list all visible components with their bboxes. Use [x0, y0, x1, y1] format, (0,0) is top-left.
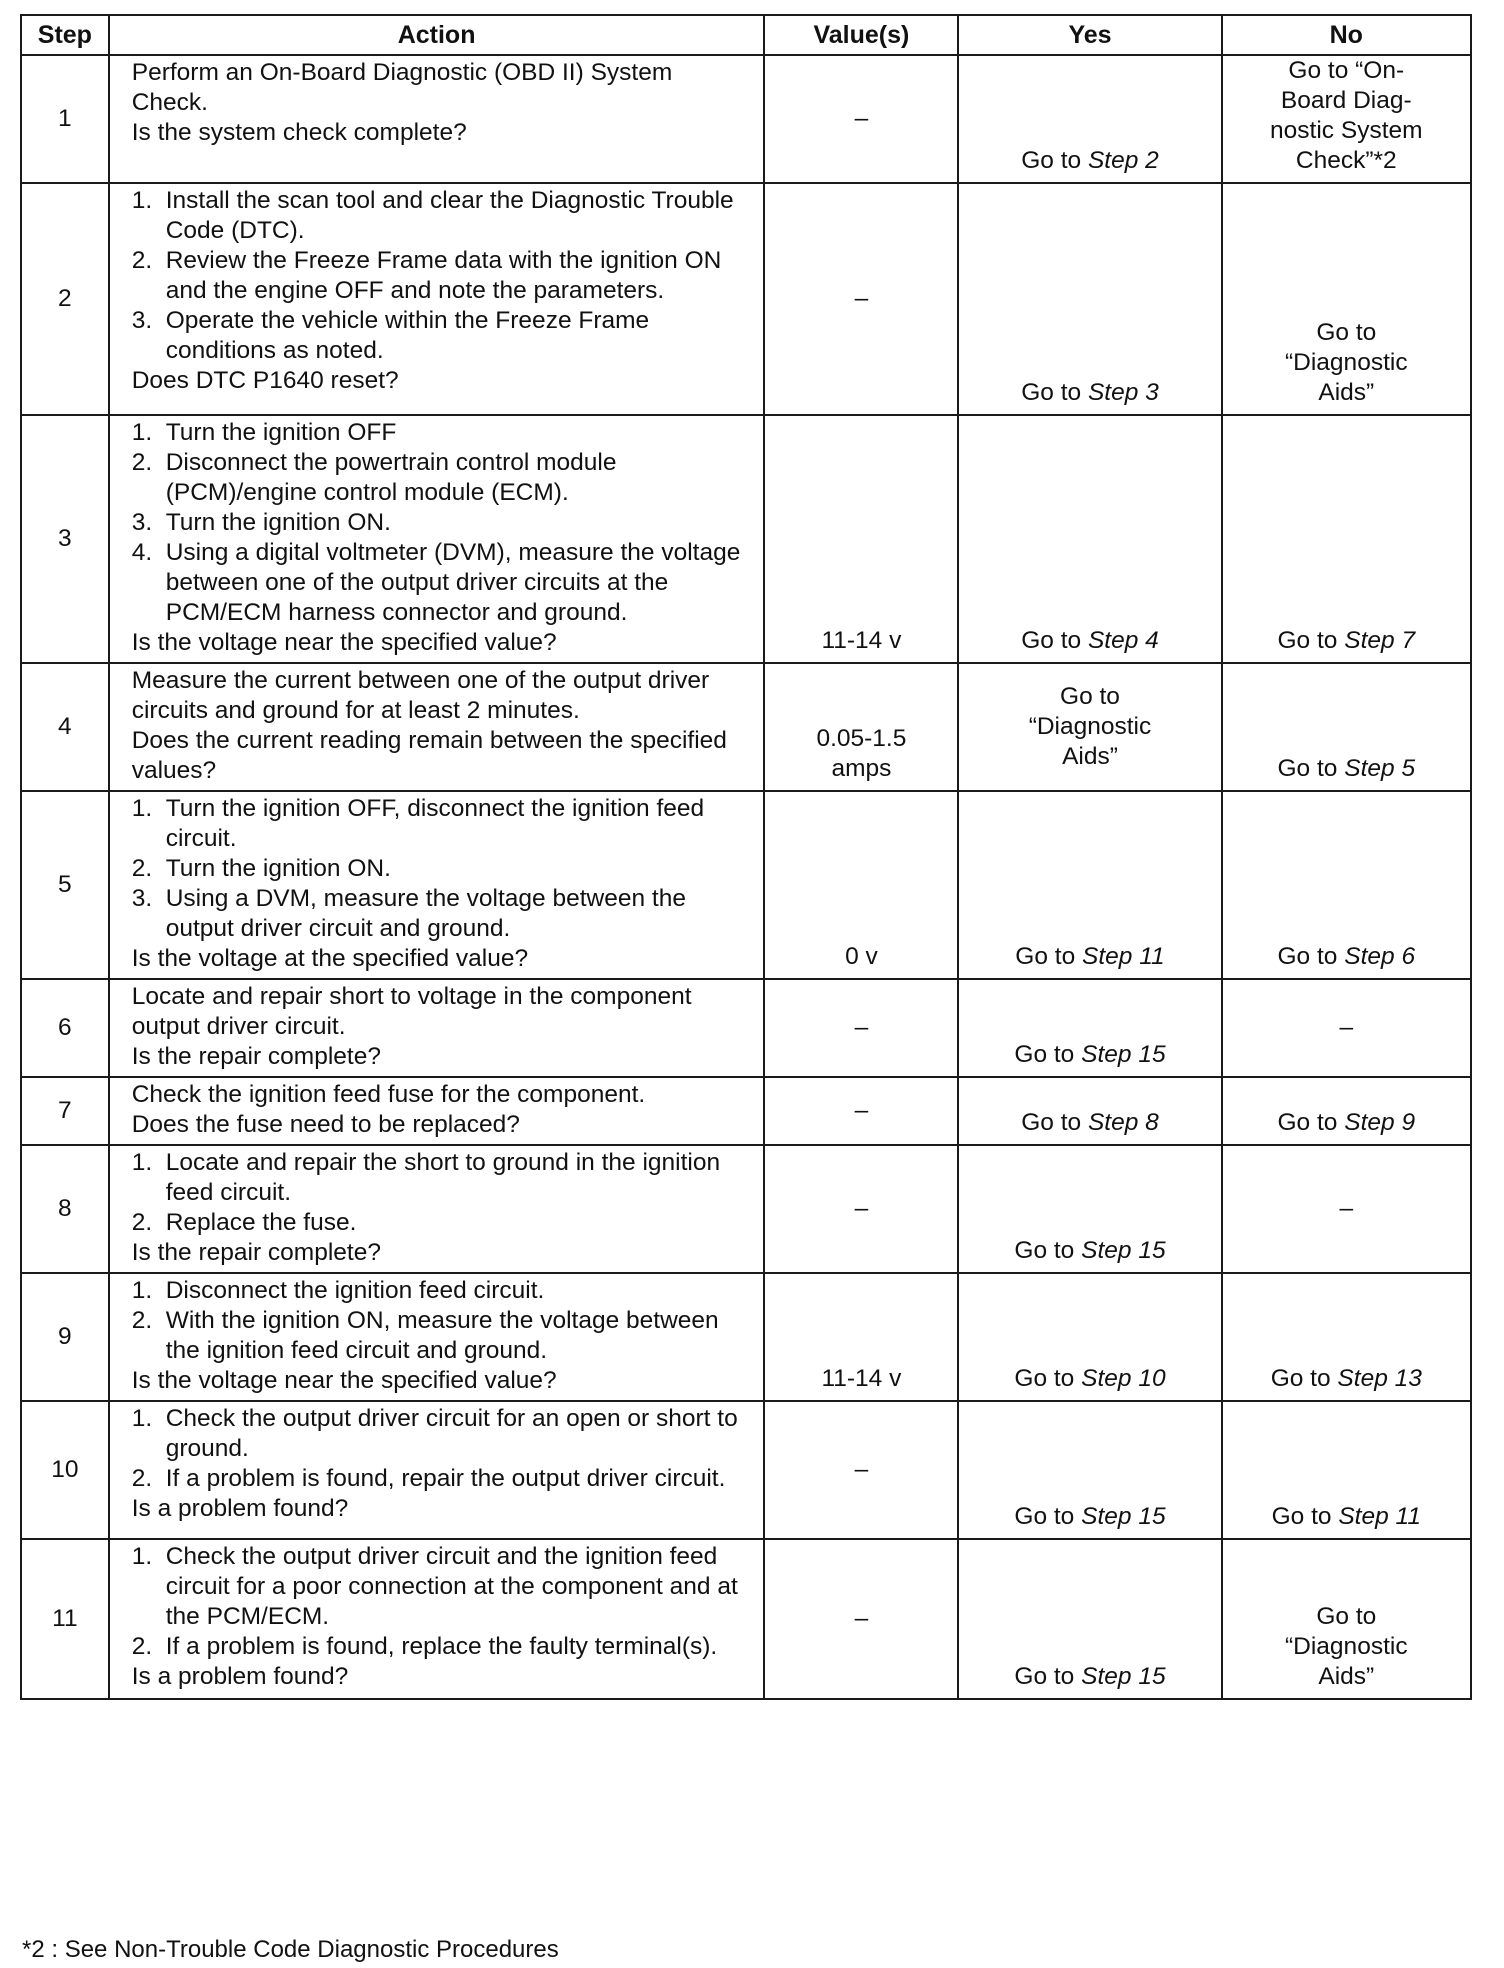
value-cell [764, 1273, 958, 1401]
yes-line: Aids” [1062, 743, 1118, 770]
action-item-number: 2. [131, 855, 153, 882]
action-item-text: Turn the ignition ON. [165, 855, 391, 882]
yes-cell [958, 791, 1221, 979]
no-goto [1223, 754, 1470, 784]
action-item-text: Disconnect the powertrain control module (PCM)/engine control module (ECM). [165, 449, 617, 506]
yes-goto-prefix: Go to [1014, 1041, 1082, 1068]
action-item-text: If a problem is found, repair the output driver circuit. [165, 1465, 726, 1492]
step-number: 11 [21, 1539, 109, 1699]
action-question: Does the fuse need to be replaced? [131, 1111, 520, 1138]
table-row [21, 1077, 1471, 1145]
step-number: 2 [21, 183, 109, 415]
no-line: Aids” [1318, 379, 1375, 406]
action-text: Locate and repair short to voltage in the component output driver circuit. [131, 983, 692, 1040]
yes-cell [958, 55, 1221, 183]
action-text: Perform an On-Board Diagnostic (OBD II) System Check. [131, 59, 673, 116]
diagnostic-table [20, 14, 1472, 1700]
table-row [21, 415, 1471, 663]
no-line: Aids” [1318, 1663, 1375, 1690]
yes-goto-prefix: Go to [1014, 1237, 1082, 1264]
action-item-text: With the ignition ON, measure the voltage between the ignition feed circuit and ground. [165, 1307, 719, 1364]
action-item [132, 1276, 748, 1306]
action-item-number: 2. [131, 449, 153, 476]
value-cell [764, 415, 958, 663]
step-number: 10 [21, 1401, 109, 1539]
step-number: 5 [21, 791, 109, 979]
table-row [21, 55, 1471, 183]
action-question: Does DTC P1640 reset? [131, 367, 399, 394]
no-goto [1223, 626, 1470, 656]
table-row [21, 979, 1471, 1077]
header-step: Step [21, 15, 109, 55]
no-step-ref: Step 7 [1344, 627, 1416, 654]
yes-goto-prefix: Go to [1021, 1109, 1088, 1136]
no-goto-prefix: Go to [1277, 943, 1345, 970]
value-text: – [854, 1097, 869, 1124]
no-line: Go to [1316, 319, 1377, 346]
yes-cell [958, 1401, 1221, 1539]
yes-step-ref: Step 15 [1081, 1503, 1166, 1530]
value-text: 0 v [845, 943, 878, 970]
value-cell [764, 791, 958, 979]
no-cell [1222, 1077, 1471, 1145]
value-text: – [854, 1195, 869, 1222]
no-dash: – [1339, 1014, 1354, 1041]
action-question: Is the repair complete? [131, 1043, 381, 1070]
action-item-text: Turn the ignition OFF, disconnect the ignition feed circuit. [165, 795, 705, 852]
no-step-ref: Step 9 [1344, 1109, 1416, 1136]
no-line: Go to “On- [1288, 57, 1405, 84]
no-cell [1222, 979, 1471, 1077]
table-row [21, 791, 1471, 979]
yes-cell [958, 979, 1221, 1077]
action-cell [109, 979, 765, 1077]
action-cell [109, 183, 765, 415]
action-cell [109, 1273, 765, 1401]
action-item [132, 538, 748, 628]
yes-goto [959, 1364, 1220, 1394]
value-cell [764, 55, 958, 183]
step-number: 8 [21, 1145, 109, 1273]
no-line: “Diagnostic [1285, 349, 1408, 376]
no-cell [1222, 1539, 1471, 1699]
value-text: – [854, 1456, 869, 1483]
step-number: 7 [21, 1077, 109, 1145]
action-cell [109, 663, 765, 791]
action-item [132, 884, 748, 944]
action-cell [109, 55, 765, 183]
yes-goto [959, 378, 1220, 408]
action-item [132, 1464, 748, 1494]
table-row [21, 663, 1471, 791]
action-text: Check the ignition feed fuse for the component. [131, 1081, 646, 1108]
no-line: “Diagnostic [1285, 1633, 1408, 1660]
value-cell [764, 1145, 958, 1273]
action-cell [109, 1077, 765, 1145]
yes-goto-prefix: Go to [1014, 1365, 1082, 1392]
action-item-text: Turn the ignition ON. [165, 509, 391, 536]
no-step-ref: Step 5 [1344, 755, 1416, 782]
footnote: *2 : See Non-Trouble Code Diagnostic Procedures [22, 1936, 559, 1963]
action-item-number: 4. [131, 539, 153, 566]
value-cell [764, 183, 958, 415]
no-goto-prefix: Go to [1270, 1365, 1338, 1392]
action-item-text: If a problem is found, replace the faulty terminal(s). [165, 1633, 718, 1660]
yes-step-ref: Step 4 [1087, 627, 1159, 654]
value-cell [764, 1077, 958, 1145]
no-cell [1222, 791, 1471, 979]
action-item [132, 1148, 748, 1208]
action-item-text: Install the scan tool and clear the Diagnostic Trouble Code (DTC). [165, 187, 734, 244]
value-cell [764, 1401, 958, 1539]
action-item-number: 2. [131, 1465, 153, 1492]
yes-step-ref: Step 2 [1087, 147, 1159, 174]
yes-goto-prefix: Go to [1014, 1663, 1082, 1690]
yes-step-ref: Step 15 [1081, 1237, 1166, 1264]
value-text: 11-14 v [821, 627, 902, 654]
action-item-text: Operate the vehicle within the Freeze Frame conditions as noted. [165, 307, 650, 364]
action-cell [109, 1401, 765, 1539]
action-item-text: Using a DVM, measure the voltage between the output driver circuit and ground. [165, 885, 686, 942]
no-dash: – [1339, 1195, 1354, 1222]
action-item-text: Using a digital voltmeter (DVM), measure the voltage between one of the output driver circuits at the PCM/ECM harness connector and ground. [165, 539, 741, 626]
action-item-number: 2. [131, 1633, 153, 1660]
action-item-text: Replace the fuse. [165, 1209, 357, 1236]
yes-goto [959, 626, 1220, 656]
action-item-number: 3. [131, 307, 153, 334]
no-line: Go to [1316, 1603, 1377, 1630]
action-item-number: 2. [131, 247, 153, 274]
yes-goto-prefix: Go to [1021, 627, 1088, 654]
yes-goto-prefix: Go to [1021, 379, 1088, 406]
yes-step-ref: Step 8 [1087, 1109, 1159, 1136]
yes-cell [958, 183, 1221, 415]
table-row [21, 1539, 1471, 1699]
yes-cell [958, 1273, 1221, 1401]
yes-cell [958, 1077, 1221, 1145]
table-row [21, 1273, 1471, 1401]
no-goto-prefix: Go to [1277, 755, 1345, 782]
step-number: 1 [21, 55, 109, 183]
action-item-text: Locate and repair the short to ground in the ignition feed circuit. [165, 1149, 721, 1206]
value-text: 0.05-1.5 [816, 725, 907, 752]
yes-step-ref: Step 10 [1081, 1365, 1166, 1392]
action-question: Is a problem found? [131, 1663, 349, 1690]
action-item-number: 2. [131, 1209, 153, 1236]
action-item-text: Check the output driver circuit and the ignition feed circuit for a poor connection at the component and at the PCM/ECM. [165, 1543, 738, 1630]
yes-step-ref: Step 15 [1081, 1041, 1166, 1068]
action-question: Does the current reading remain between the specified values? [131, 727, 727, 784]
action-question: Is the repair complete? [131, 1239, 381, 1266]
header-values: Value(s) [764, 15, 958, 55]
yes-goto [959, 1662, 1220, 1692]
action-text: Measure the current between one of the output driver circuits and ground for at least 2 minutes. [131, 667, 710, 724]
no-cell [1222, 415, 1471, 663]
no-cell [1222, 55, 1471, 183]
yes-goto-prefix: Go to [1021, 147, 1088, 174]
action-item [132, 448, 748, 508]
yes-goto-prefix: Go to [1015, 943, 1083, 970]
yes-cell [958, 663, 1221, 791]
action-cell [109, 791, 765, 979]
action-item [132, 794, 748, 854]
yes-line: Go to [1060, 683, 1120, 710]
action-item-text: Disconnect the ignition feed circuit. [165, 1277, 545, 1304]
action-item-number: 1. [131, 795, 153, 822]
yes-step-ref: Step 11 [1082, 943, 1165, 970]
yes-goto [959, 146, 1220, 176]
action-item [132, 1208, 748, 1238]
action-item [132, 246, 748, 306]
action-item-number: 3. [131, 885, 153, 912]
step-number: 4 [21, 663, 109, 791]
diagnostic-table-sheet [20, 14, 1472, 1700]
action-item [132, 1404, 748, 1464]
action-question: Is a problem found? [131, 1495, 349, 1522]
no-goto [1223, 1502, 1470, 1532]
action-cell [109, 415, 765, 663]
no-goto-prefix: Go to [1271, 1503, 1339, 1530]
action-item-number: 3. [131, 509, 153, 536]
action-item [132, 508, 748, 538]
action-cell [109, 1539, 765, 1699]
action-item-number: 1. [131, 1277, 153, 1304]
no-cell [1222, 1145, 1471, 1273]
action-question: Is the voltage near the specified value? [131, 1367, 557, 1394]
no-step-ref: Step 6 [1344, 943, 1416, 970]
table-row [21, 1145, 1471, 1273]
action-cell [109, 1145, 765, 1273]
header-action: Action [109, 15, 765, 55]
yes-cell [958, 415, 1221, 663]
yes-goto [959, 1040, 1220, 1070]
yes-cell [958, 1539, 1221, 1699]
header-row [21, 15, 1471, 55]
action-item-number: 1. [131, 419, 153, 446]
step-number: 9 [21, 1273, 109, 1401]
step-number: 6 [21, 979, 109, 1077]
action-question: Is the voltage at the specified value? [131, 945, 529, 972]
action-item [132, 1632, 748, 1662]
header-no: No [1222, 15, 1471, 55]
value-text: 11-14 v [821, 1365, 902, 1392]
no-goto-prefix: Go to [1277, 1109, 1345, 1136]
action-item-number: 1. [131, 1543, 153, 1570]
yes-goto [959, 942, 1220, 972]
value-text: amps [831, 755, 892, 782]
action-item-text: Check the output driver circuit for an open or short to ground. [165, 1405, 738, 1462]
value-text: – [854, 285, 869, 312]
yes-cell [958, 1145, 1221, 1273]
value-text: – [854, 1014, 869, 1041]
no-goto [1223, 942, 1470, 972]
action-item-number: 1. [131, 1405, 153, 1432]
no-cell [1222, 1273, 1471, 1401]
action-question: Is the voltage near the specified value? [131, 629, 557, 656]
no-goto [1223, 1108, 1470, 1138]
no-line: Board Diag- [1280, 87, 1412, 114]
action-item [132, 1306, 748, 1366]
step-number: 3 [21, 415, 109, 663]
no-cell [1222, 663, 1471, 791]
action-item [132, 854, 748, 884]
yes-step-ref: Step 15 [1081, 1663, 1166, 1690]
action-item-number: 1. [131, 187, 153, 214]
yes-line: “Diagnostic [1028, 713, 1152, 740]
value-text: – [854, 105, 869, 132]
no-step-ref: Step 13 [1337, 1365, 1422, 1392]
action-question: Is the system check complete? [131, 119, 467, 146]
table-row [21, 183, 1471, 415]
yes-goto-prefix: Go to [1014, 1503, 1082, 1530]
action-item [132, 306, 748, 366]
value-text: – [854, 1605, 869, 1632]
yes-step-ref: Step 3 [1087, 379, 1159, 406]
action-item [132, 418, 748, 448]
value-cell [764, 1539, 958, 1699]
yes-goto [959, 1502, 1220, 1532]
value-cell [764, 663, 958, 791]
no-cell [1222, 183, 1471, 415]
header-yes: Yes [958, 15, 1221, 55]
no-line: nostic System [1270, 117, 1423, 144]
value-cell [764, 979, 958, 1077]
no-cell [1222, 1401, 1471, 1539]
no-goto [1223, 1364, 1470, 1394]
action-item-text: Review the Freeze Frame data with the ignition ON and the engine OFF and note the parameters. [165, 247, 722, 304]
yes-goto [959, 1236, 1220, 1266]
action-item-text: Turn the ignition OFF [165, 419, 397, 446]
action-item-number: 2. [131, 1307, 153, 1334]
yes-goto [959, 1108, 1220, 1138]
action-item [132, 186, 748, 246]
table-body [21, 55, 1471, 1699]
no-step-ref: Step 11 [1338, 1503, 1421, 1530]
no-goto-prefix: Go to [1277, 627, 1345, 654]
action-item-number: 1. [131, 1149, 153, 1176]
action-item [132, 1542, 748, 1632]
no-line: Check”*2 [1295, 147, 1397, 174]
table-row [21, 1401, 1471, 1539]
